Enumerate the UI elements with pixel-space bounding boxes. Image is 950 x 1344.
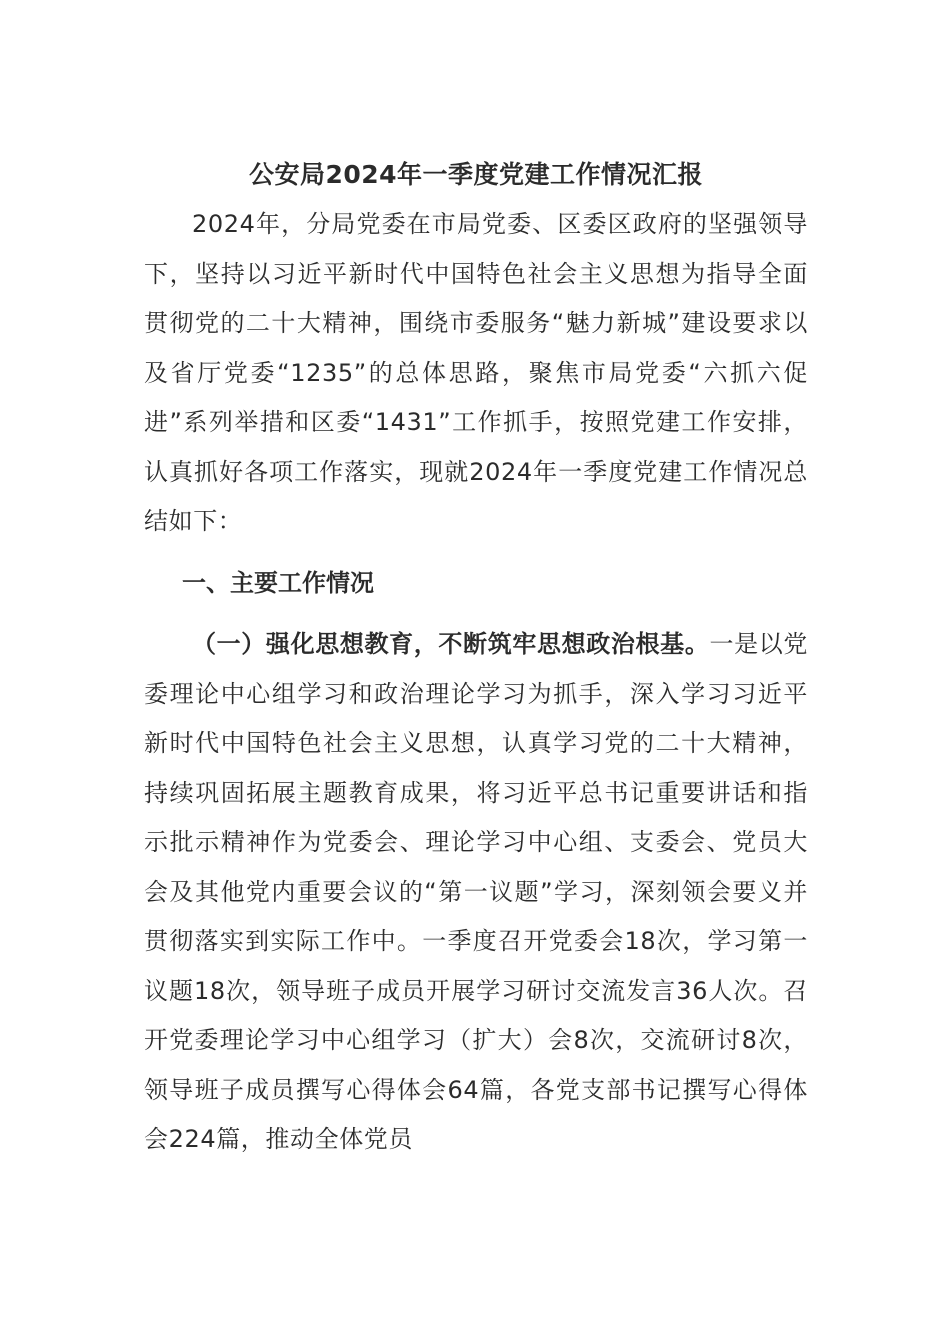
subsection-body: 一是以党委理论中心组学习和政治理论学习为抓手，深入学习习近平新时代中国特色社会主义思想，认真学习党的二十大精神，持续巩固拓展主题教育成果，将习近平总书记重要讲话和指示批示精神作为党委会、理论学习中心组、支委会、党员大会及其他党内重要会议的“第一议题”学习，深刻领会要义并贯彻落实到实际工作中。一季度召开党委会18次，学习第一议题18次，领导班子成员开展学习研讨交流发言36人次。召开党委理论学习中心组学习（扩大）会8次，交流研讨8次，领导班子成员撰写心得体会64篇，各党支部书记撰写心得体会224篇，推动全体党员	[144, 630, 808, 1153]
subsection-paragraph-ideological-education	[144, 620, 808, 1165]
section-heading-main-work: 一、主要工作情况	[182, 568, 374, 597]
document-title: 公安局2024年一季度党建工作情况汇报	[248, 160, 704, 189]
subsection-heading: （一）强化思想教育，不断筑牢思想政治根基。	[192, 630, 710, 658]
document-page	[144, 150, 808, 1165]
intro-paragraph: 2024年，分局党委在市局党委、区委区政府的坚强领导下，坚持以习近平新时代中国特色社会主义思想为指导全面贯彻党的二十大精神，围绕市委服务“魅力新城”建设要求以及省厅党委“1235”的总体思路，聚焦市局党委“六抓六促进”系列举措和区委“1431”工作抓手，按照党建工作安排，认真抓好各项工作落实，现就2024年一季度党建工作情况总结如下：	[144, 210, 808, 535]
